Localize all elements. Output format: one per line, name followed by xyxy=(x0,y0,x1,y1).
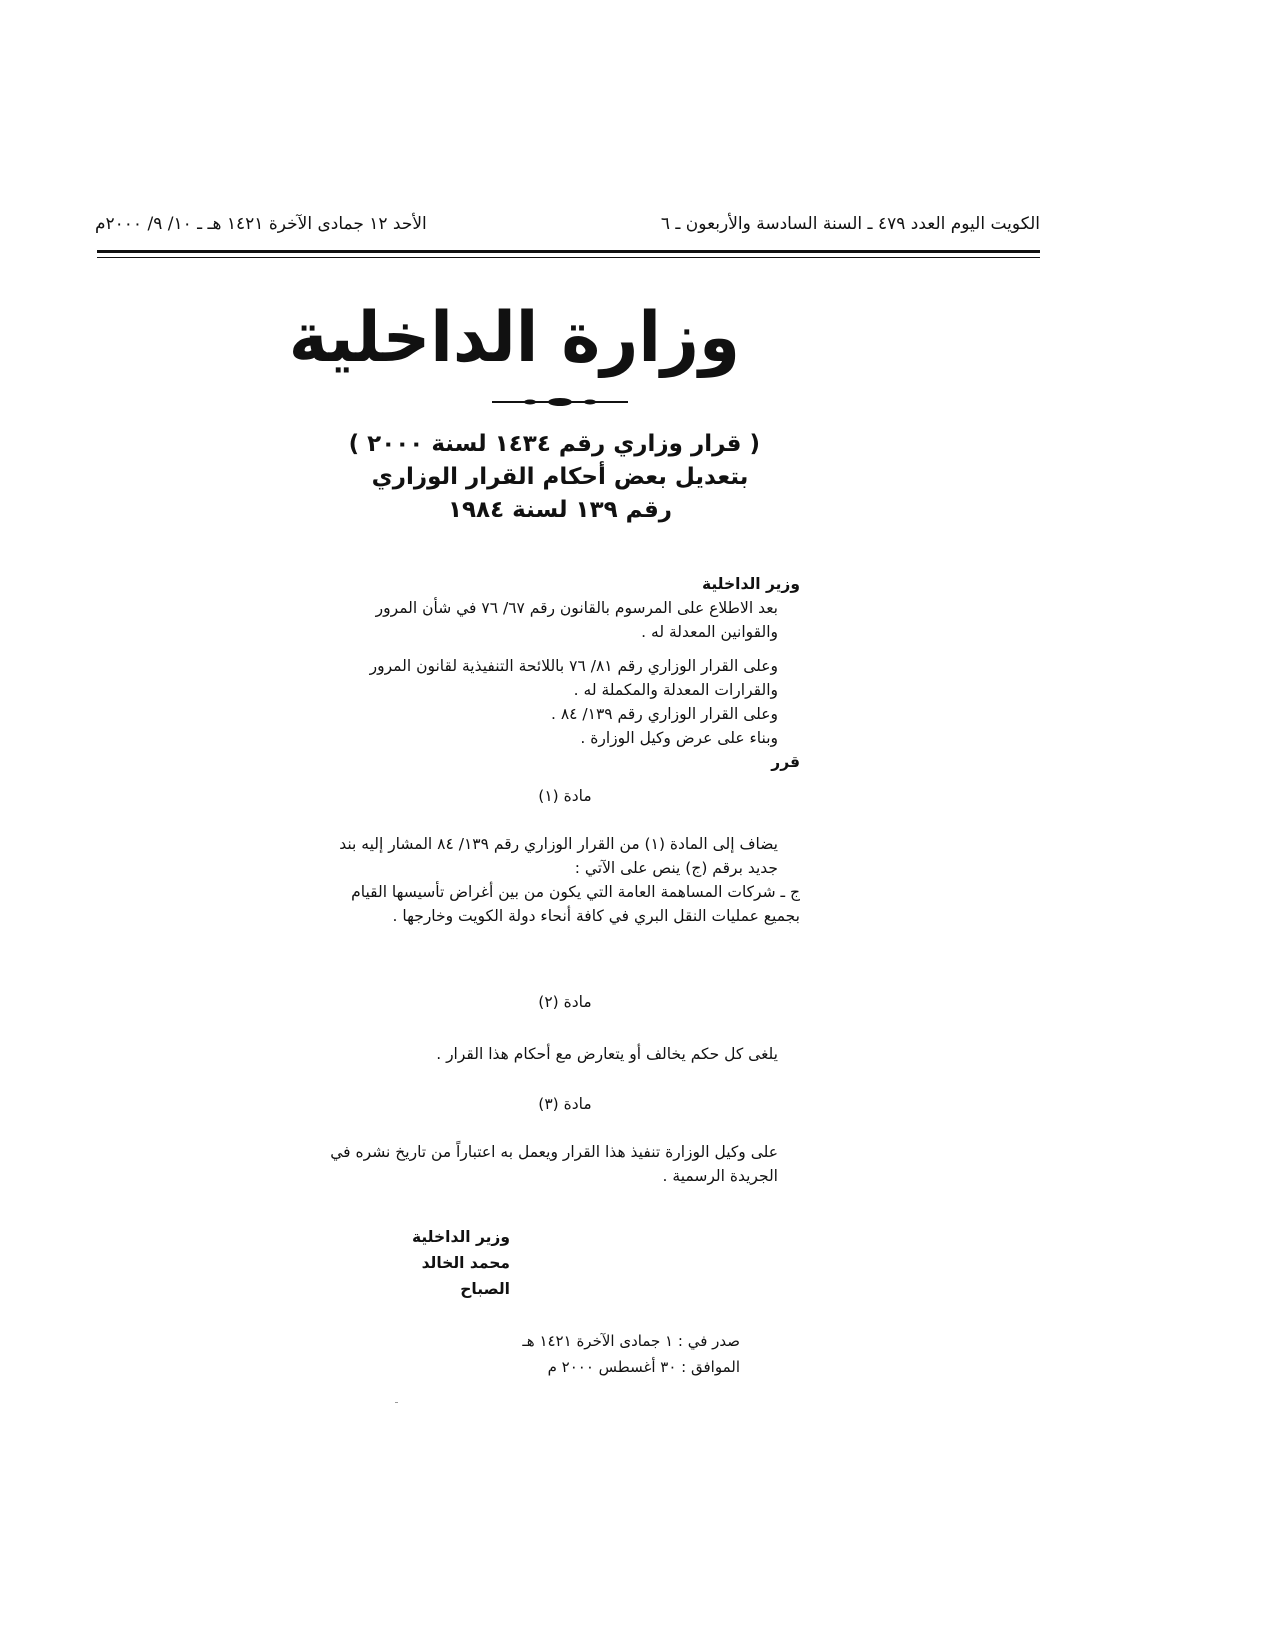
preamble-decided: قرر xyxy=(771,753,800,771)
article-3-heading: مادة (٣) xyxy=(538,1095,592,1113)
article-3-text: على وكيل الوزارة تنفيذ هذا القرار ويعمل به اعتباراً من تاريخ نشره في الجريدة الرسمية . xyxy=(330,1143,778,1185)
preamble xyxy=(330,572,800,774)
preamble-para-4: وبناء على عرض وكيل الوزارة . xyxy=(580,729,778,747)
preamble-para-3: وعلى القرار الوزاري رقم ١٣٩/ ٨٤ . xyxy=(550,705,778,723)
issue-date: الأحد ١٢ جمادى الآخرة ١٤٢١ هـ ـ ١٠/ ٩/ ٢٠٠٠م xyxy=(95,214,427,234)
issued-hijri: صدر في : ١ جمادى الآخرة ١٤٢١ هـ xyxy=(522,1332,740,1350)
ornament-divider xyxy=(490,396,630,408)
scan-speck xyxy=(395,1402,398,1403)
article-2-text: يلغى كل حكم يخالف أو يتعارض مع أحكام هذا القرار . xyxy=(436,1045,778,1063)
preamble-minister: وزير الداخلية xyxy=(701,575,800,593)
header-rule-thin xyxy=(97,257,1040,258)
ministry-logo: وزارة الداخلية xyxy=(288,297,740,378)
preamble-para-2: وعلى القرار الوزاري رقم ٨١/ ٧٦ باللائحة التنفيذية لقانون المرور والقرارات المعدلة والمكملة له . xyxy=(369,657,778,699)
article-1-clause: ج ـ شركات المساهمة العامة التي يكون من بين أغراض تأسيسها القيام بجميع عمليات النقل البري في كافة أنحاء دولة الكويت وخارجها . xyxy=(351,883,800,925)
issued-gregorian: الموافق : ٣٠ أغسطس ٢٠٠٠ م xyxy=(547,1358,740,1376)
article-2-heading: مادة (٢) xyxy=(538,993,592,1011)
signature-name: محمد الخالد الصباح xyxy=(421,1254,510,1298)
decree-title xyxy=(348,428,760,527)
decree-title-line-2: بتعديل بعض أحكام القرار الوزاري xyxy=(371,464,749,490)
preamble-para-1: بعد الاطلاع على المرسوم بالقانون رقم ٦٧/ ٧٦ في شأن المرور والقوانين المعدلة له . xyxy=(375,599,778,641)
article-1-text: يضاف إلى المادة (١) من القرار الوزاري رقم ١٣٩/ ٨٤ المشار إليه بند جديد برقم (ج) ينص على الآتي : xyxy=(339,835,778,877)
article-1 xyxy=(330,832,800,928)
issue-info: الكويت اليوم العدد ٤٧٩ ـ السنة السادسة والأربعون ـ ٦ xyxy=(660,214,1040,234)
signature-title: وزير الداخلية xyxy=(411,1228,510,1246)
issued-date-block xyxy=(500,1328,740,1380)
article-2 xyxy=(330,1042,800,1066)
decree-title-line-3: رقم ١٣٩ لسنة ١٩٨٤ xyxy=(447,497,673,523)
article-1-heading: مادة (١) xyxy=(538,787,592,805)
article-3 xyxy=(330,1140,800,1188)
decree-title-line-1: ( قرار وزاري رقم ١٤٣٤ لسنة ٢٠٠٠ ) xyxy=(348,431,760,457)
header-rule-thick xyxy=(97,250,1040,253)
signature-block xyxy=(380,1224,510,1302)
